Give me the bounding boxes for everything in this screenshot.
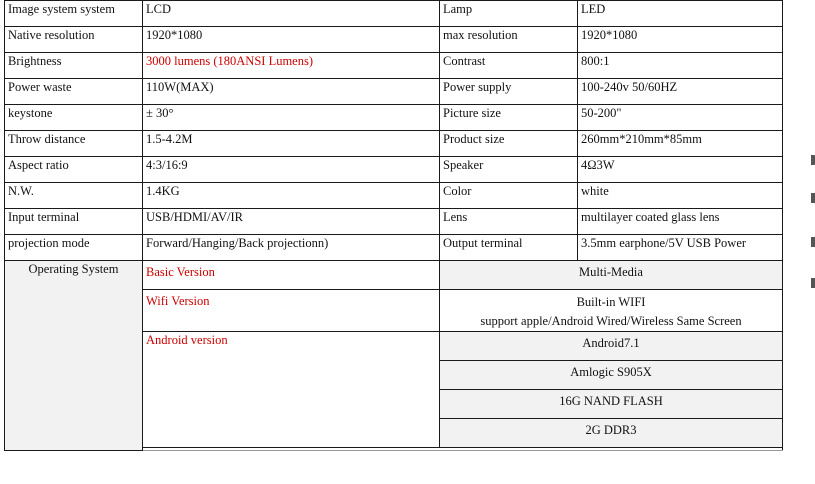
table-bottom-edge [143, 448, 783, 451]
spec-table-body [5, 1, 783, 451]
wifi-version-label: Wifi Version [143, 290, 440, 332]
spec-row [5, 157, 783, 183]
spec-row [5, 27, 783, 53]
spec-label: Power supply [440, 79, 578, 105]
spec-label: Color [440, 183, 578, 209]
spec-value: LED [578, 1, 783, 27]
spec-row [5, 131, 783, 157]
spec-label: Input terminal [5, 209, 143, 235]
spec-value: 4Ω3W [578, 157, 783, 183]
android-feature: Amlogic S905X [440, 361, 783, 390]
spec-label: Aspect ratio [5, 157, 143, 183]
android-feature: 2G DDR3 [440, 419, 783, 448]
spec-label: Speaker [440, 157, 578, 183]
spec-label: Lamp [440, 1, 578, 27]
spec-value: 260mm*210mm*85mm [578, 131, 783, 157]
spec-value: 4:3/16:9 [143, 157, 440, 183]
edge-fragment [811, 278, 815, 288]
spec-row [5, 79, 783, 105]
spec-value: 800:1 [578, 53, 783, 79]
edge-fragment [811, 193, 815, 203]
spec-row [5, 1, 783, 27]
spec-label: Image system system [5, 1, 143, 27]
os-label: Operating System [5, 261, 143, 451]
spec-value: 1920*1080 [143, 27, 440, 53]
spec-label: Contrast [440, 53, 578, 79]
spec-value: 3000 lumens (180ANSI Lumens) [143, 53, 440, 79]
spec-label: Product size [440, 131, 578, 157]
spec-value: ± 30° [143, 105, 440, 131]
spec-row [5, 53, 783, 79]
spec-label: keystone [5, 105, 143, 131]
spec-label: Power waste [5, 79, 143, 105]
spec-value: white [578, 183, 783, 209]
spec-value: LCD [143, 1, 440, 27]
spec-label: Lens [440, 209, 578, 235]
android-feature: Android7.1 [440, 332, 783, 361]
spec-row [5, 183, 783, 209]
spec-table [4, 0, 783, 451]
android-feature: 16G NAND FLASH [440, 390, 783, 419]
spec-label: Output terminal [440, 235, 578, 261]
spec-value: Forward/Hanging/Back projectionn) [143, 235, 440, 261]
spec-label: Brightness [5, 53, 143, 79]
wifi-features [440, 290, 783, 332]
wifi-feature-line: support apple/Android Wired/Wireless Same Screen [480, 314, 742, 328]
spec-value: 50-200" [578, 105, 783, 131]
wifi-feature-line: Built-in WIFI [576, 295, 646, 309]
spec-label: N.W. [5, 183, 143, 209]
spec-label: Native resolution [5, 27, 143, 53]
android-version-label: Android version [143, 332, 440, 448]
spec-value: 100-240v 50/60HZ [578, 79, 783, 105]
spec-value: 110W(MAX) [143, 79, 440, 105]
spec-value: USB/HDMI/AV/IR [143, 209, 440, 235]
spec-row [5, 235, 783, 261]
os-row-basic [5, 261, 783, 290]
spec-value: 1920*1080 [578, 27, 783, 53]
basic-version-label: Basic Version [143, 261, 440, 290]
edge-fragment [811, 237, 815, 247]
spec-label: Throw distance [5, 131, 143, 157]
spec-label: Picture size [440, 105, 578, 131]
spec-row [5, 209, 783, 235]
spec-label: max resolution [440, 27, 578, 53]
edge-fragment [811, 155, 815, 165]
spec-value: 1.5-4.2M [143, 131, 440, 157]
spec-value: 1.4KG [143, 183, 440, 209]
spec-label: projection mode [5, 235, 143, 261]
spec-value: 3.5mm earphone/5V USB Power [578, 235, 783, 261]
spec-value: multilayer coated glass lens [578, 209, 783, 235]
basic-feature: Multi-Media [440, 261, 783, 290]
spec-row [5, 105, 783, 131]
